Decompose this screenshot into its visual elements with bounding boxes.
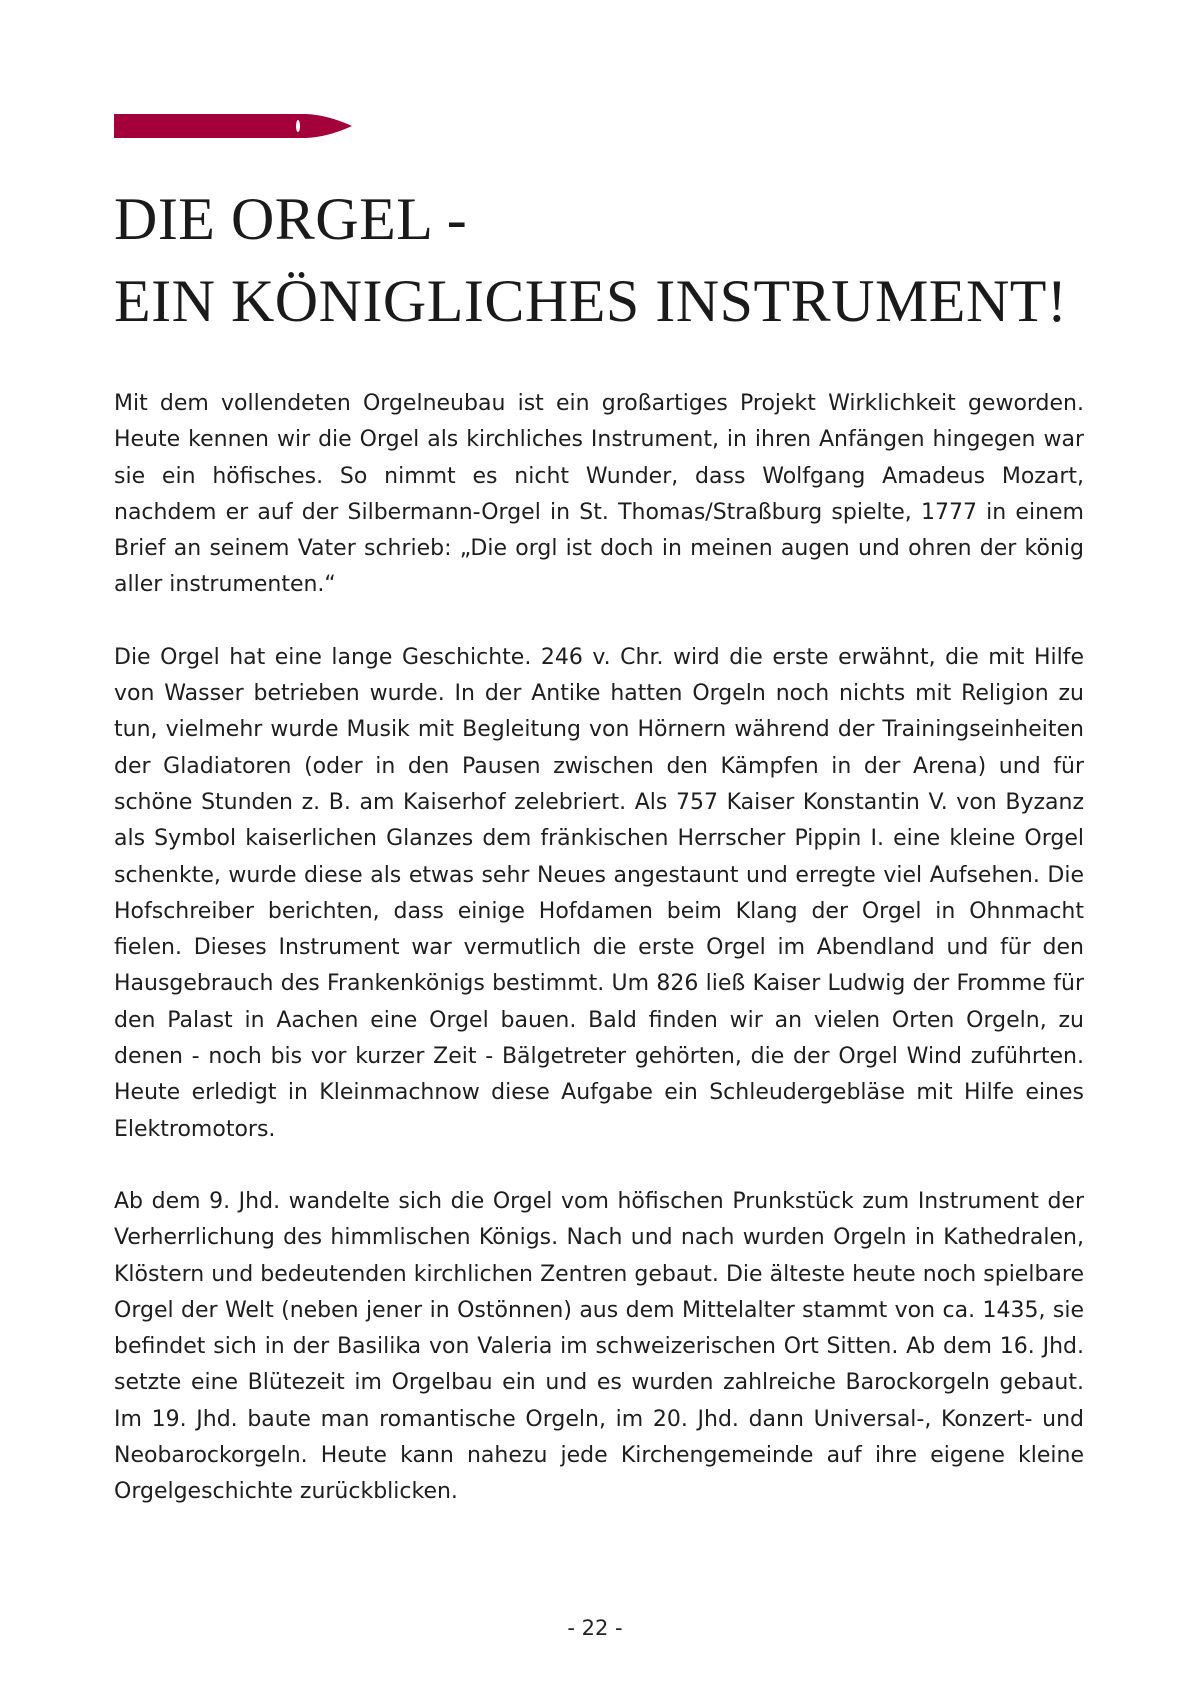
organ-pipe-icon bbox=[114, 112, 352, 140]
paragraph-middle-ages: Ab dem 9. Jhd. wandelte sich die Orgel vom höfischen Prunkstück zum Instrument der Verherrlichung des himmlischen Königs. Nach und nach wurden Orgeln in Kathedralen, Klöstern und bedeutenden kirchlichen Zentren gebaut. Die älteste heute noch spielbare Orgel der Welt (neben jener in Ostönnen) aus dem Mittelalter stammt von ca. 1435, sie befindet sich in der Basilika von Valeria im schweizerischen Ort Sitten. Ab dem 16. Jhd. setzte eine Blütezeit im Orgelbau ein und es wurden zahlreiche Barockorgeln gebaut. Im 19. Jhd. baute man romantische Orgeln, im 20. Jhd. dann Universal-, Konzert- und Neobarockorgeln. Heute kann nahezu jede Kirchengemeinde auf ihre eigene kleine Orgelgeschichte zurückblicken. bbox=[114, 1188, 1084, 1505]
page-title bbox=[114, 178, 1094, 342]
paragraph-intro: Mit dem vollendeten Orgelneubau ist ein großartiges Projekt Wirklichkeit geworden. Heute kennen wir die Orgel als kirchliches Instrument, in ihren Anfängen hingegen war sie ein höfisches. So nimmt es nicht Wunder, dass Wolfgang Amadeus Mozart, nachdem er auf der Silbermann-Orgel in St. Thomas/Straßburg spielte, 1777 in einem Brief an seinem Vater schrieb: „Die orgl ist doch in meinen augen und ohren der könig aller instrumenten.“ bbox=[114, 391, 1084, 598]
article-body bbox=[114, 386, 1084, 1547]
title-line-1: DIE ORGEL - bbox=[114, 186, 468, 252]
organ-pipe-mouth bbox=[296, 120, 300, 132]
organ-pipe-body bbox=[114, 114, 352, 138]
paragraph-history: Die Orgel hat eine lange Geschichte. 246 v. Chr. wird die erste erwähnt, die mit Hilfe von Wasser betrieben wurde. In der Antike hatten Orgeln noch nichts mit Religion zu tun, vielmehr wurde Musik mit Begleitung von Hörnern während der Trainingseinheiten der Gladiatoren (oder in den Pausen zwischen den Kämpfen in der Arena) und für schöne Stunden z. B. am Kaiserhof zelebriert. Als 757 Kaiser Konstantin V. von Byzanz als Symbol kaiserlichen Glanzes dem fränkischen Herrscher Pippin I. eine kleine Orgel schenkte, wurde diese als etwas sehr Neues angestaunt und erregte viel Aufsehen. Die Hofschreiber berichten, dass einige Hofdamen beim Klang der Orgel in Ohnmacht fielen. Dieses Instrument war vermutlich die erste Orgel im Abendland und für den Hausgebrauch des Frankenkönigs bestimmt. Um 826 ließ Kaiser Ludwig der Fromme für den Palast in Aachen eine Orgel bauen. Bald finden wir an vielen Orten Orgeln, zu denen - noch bis vor kurzer Zeit - Bälgetreter gehörten, die der Orgel Wind zuführten. Heute erledigt in Kleinmachnow diese Aufgabe ein Schleudergebläse mit Hilfe eines Elektromotors. bbox=[114, 644, 1084, 1142]
page-number: - 22 - bbox=[567, 1616, 623, 1640]
title-line-2: EIN KÖNIGLICHES INSTRUMENT! bbox=[114, 268, 1068, 334]
